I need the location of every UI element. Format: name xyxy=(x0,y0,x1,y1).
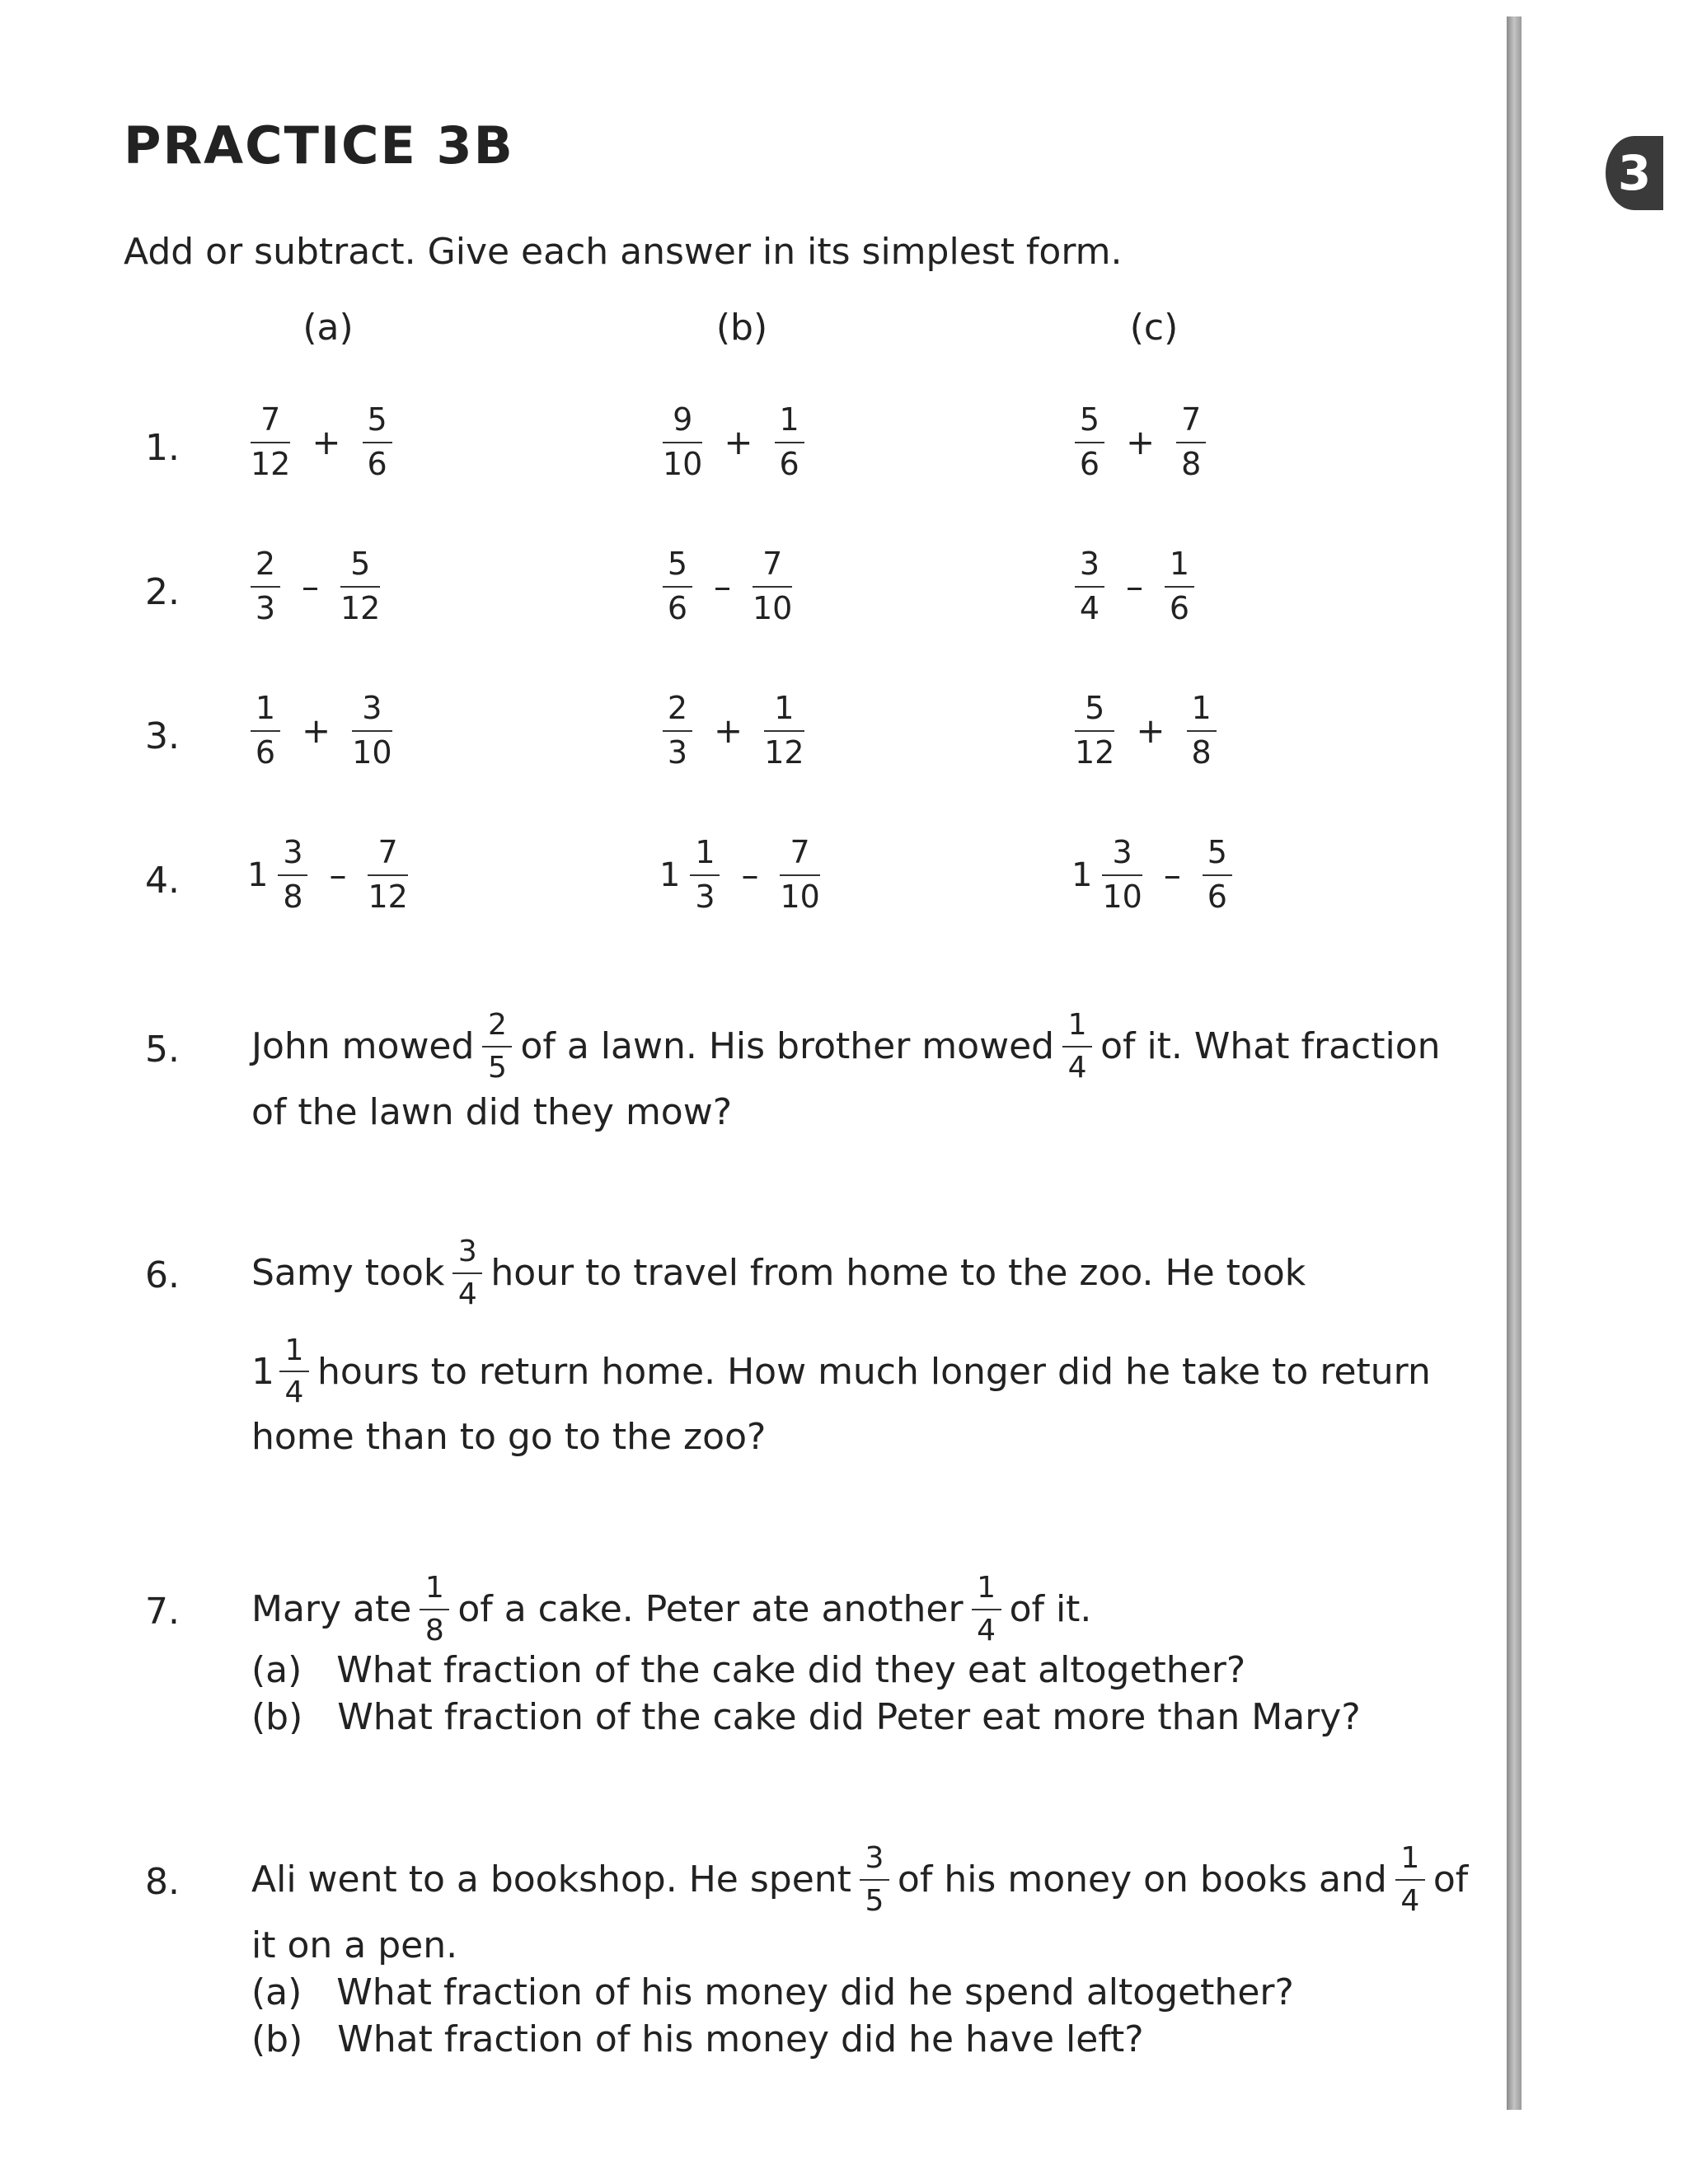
fraction xyxy=(1059,1010,1095,1084)
numerator: 7 xyxy=(1181,401,1202,438)
problem-8-text: Ali went to a bookshop. He spent xyxy=(251,1858,851,1901)
operator: – xyxy=(302,566,319,607)
page-title: PRACTICE 3B xyxy=(124,115,514,176)
whole-number: 1 xyxy=(1071,855,1093,894)
problem-6-line-1 xyxy=(251,1236,1431,1310)
sub-question-text: What fraction of the cake did Peter eat more than Mary? xyxy=(337,1695,1361,1738)
numerator: 3 xyxy=(865,1841,884,1875)
problem-6-text: Samy took xyxy=(251,1252,445,1295)
numerator: 1 xyxy=(1400,1841,1420,1875)
problem-7-question-b xyxy=(251,1694,1361,1741)
denominator: 4 xyxy=(284,1376,304,1410)
problem-7-text: of it. xyxy=(1009,1588,1092,1631)
exercise-3c xyxy=(1071,692,1220,770)
numerator: 1 xyxy=(774,690,795,726)
denominator: 4 xyxy=(1067,1050,1087,1085)
problem-7-text: Mary ate xyxy=(251,1588,412,1631)
exercise-number: 3. xyxy=(145,715,180,757)
exercise-number: 2. xyxy=(145,571,180,613)
problem-6-text: hours to return home. How much longer did he take to return xyxy=(317,1350,1431,1393)
problem-5-number: 5. xyxy=(145,1029,180,1071)
denominator: 12 xyxy=(251,445,291,482)
exercise-3b xyxy=(659,692,808,770)
denominator: 4 xyxy=(1400,1883,1420,1918)
numerator: 7 xyxy=(762,546,783,582)
problem-8-text: of xyxy=(1432,1858,1469,1901)
numerator: 2 xyxy=(255,546,276,582)
numerator: 7 xyxy=(377,834,398,870)
denominator: 10 xyxy=(753,589,793,626)
denominator: 6 xyxy=(255,733,276,771)
fraction xyxy=(749,548,795,626)
numerator: 3 xyxy=(1079,546,1100,582)
problem-8 xyxy=(251,1843,1468,2063)
numerator: 1 xyxy=(977,1571,996,1605)
sub-question-label: (a) xyxy=(251,1648,302,1691)
exercise-number: 4. xyxy=(145,860,180,902)
exercise-1c xyxy=(1071,401,1209,482)
numerator: 1 xyxy=(1169,546,1190,582)
fraction xyxy=(1099,834,1145,915)
problem-5-text: John mowed xyxy=(251,1025,475,1068)
numerator: 5 xyxy=(1079,401,1100,438)
denominator: 6 xyxy=(1079,445,1100,482)
denominator: 4 xyxy=(457,1277,477,1311)
fraction xyxy=(1161,548,1198,626)
exercise-2c xyxy=(1071,548,1198,626)
chapter-tab: 3 xyxy=(1606,136,1663,210)
denominator: 8 xyxy=(1191,733,1212,771)
column-header-b: (b) xyxy=(715,307,768,349)
denominator: 12 xyxy=(1075,733,1115,771)
denominator: 6 xyxy=(779,445,799,482)
denominator: 12 xyxy=(368,878,408,915)
problem-5-line-2: of the lawn did they mow? xyxy=(251,1090,733,1133)
fraction xyxy=(359,401,396,482)
exercise-1b xyxy=(659,401,808,482)
problem-8-question-b xyxy=(251,2016,1468,2063)
whole-number: 1 xyxy=(247,855,269,894)
numerator: 1 xyxy=(424,1571,444,1605)
exercise-4b xyxy=(659,834,823,915)
problem-7 xyxy=(251,1572,1361,1741)
numerator: 7 xyxy=(260,401,281,438)
column-header-a: (a) xyxy=(302,307,354,349)
whole-number: 1 xyxy=(251,1350,274,1393)
fraction xyxy=(416,1572,452,1647)
numerator: 3 xyxy=(1112,834,1132,870)
numerator: 5 xyxy=(367,401,387,438)
denominator: 10 xyxy=(663,445,703,482)
denominator: 10 xyxy=(780,878,820,915)
numerator: 3 xyxy=(283,834,303,870)
numerator: 2 xyxy=(487,1008,507,1042)
operator: + xyxy=(302,710,331,752)
numerator: 5 xyxy=(667,546,688,582)
fraction xyxy=(349,692,395,770)
operator: + xyxy=(724,422,753,463)
problem-5-text: of a lawn. His brother mowed xyxy=(520,1025,1055,1068)
fraction xyxy=(687,834,723,915)
denominator: 4 xyxy=(1079,589,1100,626)
fraction xyxy=(1184,692,1220,770)
problem-6-line-2 xyxy=(251,1335,1431,1409)
fraction xyxy=(337,548,383,626)
fraction xyxy=(659,692,696,770)
fraction xyxy=(776,834,823,915)
fraction xyxy=(771,401,808,482)
denominator: 6 xyxy=(667,589,688,626)
exercise-1a xyxy=(247,401,396,482)
fraction xyxy=(364,834,410,915)
problem-8-text: of his money on books and xyxy=(897,1858,1387,1901)
denominator: 8 xyxy=(424,1613,444,1647)
fraction xyxy=(659,401,706,482)
denominator: 3 xyxy=(255,589,276,626)
numerator: 1 xyxy=(255,690,276,726)
numerator: 1 xyxy=(1067,1008,1087,1042)
denominator: 12 xyxy=(764,733,804,771)
numerator: 9 xyxy=(673,401,693,438)
whole-number: 1 xyxy=(659,855,681,894)
numerator: 5 xyxy=(350,546,371,582)
exercise-2b xyxy=(659,548,795,626)
denominator: 10 xyxy=(352,733,392,771)
denominator: 5 xyxy=(865,1883,884,1918)
exercise-2a xyxy=(247,548,383,626)
fraction xyxy=(479,1010,515,1084)
fraction xyxy=(1392,1843,1428,1917)
problem-8-question-a xyxy=(251,1969,1468,2016)
operator: – xyxy=(714,566,731,607)
fraction xyxy=(856,1843,893,1917)
denominator: 6 xyxy=(367,445,387,482)
fraction xyxy=(1071,548,1108,626)
sub-question-label: (b) xyxy=(251,2018,303,2060)
numerator: 3 xyxy=(362,690,382,726)
operator: + xyxy=(312,422,341,463)
operator: – xyxy=(1163,855,1181,896)
numerator: 2 xyxy=(667,690,688,726)
problem-6 xyxy=(251,1236,1431,1460)
operator: – xyxy=(741,855,759,896)
problem-7-line-1 xyxy=(251,1572,1361,1647)
fraction xyxy=(1199,834,1236,915)
denominator: 6 xyxy=(1169,589,1190,626)
fraction xyxy=(276,1335,312,1409)
denominator: 6 xyxy=(1207,878,1227,915)
fraction xyxy=(247,401,293,482)
numerator: 1 xyxy=(1191,690,1212,726)
problem-7-question-a xyxy=(251,1647,1361,1694)
exercise-number: 1. xyxy=(145,427,180,469)
column-header-c: (c) xyxy=(1129,307,1179,349)
sub-question-text: What fraction of the cake did they eat altogether? xyxy=(336,1648,1246,1691)
sub-question-label: (a) xyxy=(251,1971,302,2013)
problem-7-number: 7. xyxy=(145,1591,180,1633)
operator: – xyxy=(1126,566,1143,607)
numerator: 7 xyxy=(790,834,810,870)
sub-question-text: What fraction of his money did he have left? xyxy=(337,2018,1144,2060)
fraction xyxy=(449,1236,485,1310)
page-edge-shadow xyxy=(1507,16,1522,2110)
fraction xyxy=(1071,692,1118,770)
fraction xyxy=(659,548,696,626)
numerator: 5 xyxy=(1085,690,1105,726)
numerator: 3 xyxy=(457,1235,477,1268)
denominator: 8 xyxy=(283,878,303,915)
exercise-4c xyxy=(1071,834,1236,915)
fraction xyxy=(247,692,284,770)
problem-6-number: 6. xyxy=(145,1254,180,1296)
denominator: 12 xyxy=(340,589,381,626)
numerator: 1 xyxy=(695,834,715,870)
numerator: 1 xyxy=(779,401,799,438)
numerator: 1 xyxy=(284,1333,304,1367)
problem-5 xyxy=(251,1010,1441,1136)
problem-7-text: of a cake. Peter ate another xyxy=(457,1588,964,1631)
exercise-3a xyxy=(247,692,396,770)
denominator: 8 xyxy=(1181,445,1202,482)
denominator: 10 xyxy=(1102,878,1142,915)
operator: + xyxy=(1126,422,1156,463)
problem-8-line-1 xyxy=(251,1843,1468,1917)
problem-6-line-3: home than to go to the zoo? xyxy=(251,1416,767,1459)
instructions: Add or subtract. Give each answer in its simplest form. xyxy=(124,231,1123,273)
denominator: 3 xyxy=(667,733,688,771)
operator: + xyxy=(714,710,743,752)
operator: + xyxy=(1136,710,1165,752)
denominator: 5 xyxy=(487,1050,507,1085)
sub-question-text: What fraction of his money did he spend altogether? xyxy=(336,1971,1294,2013)
numerator: 5 xyxy=(1207,834,1227,870)
fraction xyxy=(761,692,807,770)
fraction xyxy=(968,1572,1005,1647)
fraction xyxy=(1071,401,1108,482)
operator: – xyxy=(329,855,347,896)
problem-8-line-2: it on a pen. xyxy=(251,1924,458,1966)
problem-6-text: hour to travel from home to the zoo. He took xyxy=(490,1252,1306,1295)
fraction xyxy=(274,834,311,915)
problem-8-number: 8. xyxy=(145,1861,180,1903)
problem-5-line-1 xyxy=(251,1010,1441,1084)
exercise-4a xyxy=(247,834,411,915)
denominator: 3 xyxy=(695,878,715,915)
sub-question-label: (b) xyxy=(251,1695,303,1738)
denominator: 4 xyxy=(977,1613,996,1647)
fraction xyxy=(247,548,284,626)
fraction xyxy=(1173,401,1209,482)
problem-5-text: of it. What fraction xyxy=(1100,1025,1441,1068)
